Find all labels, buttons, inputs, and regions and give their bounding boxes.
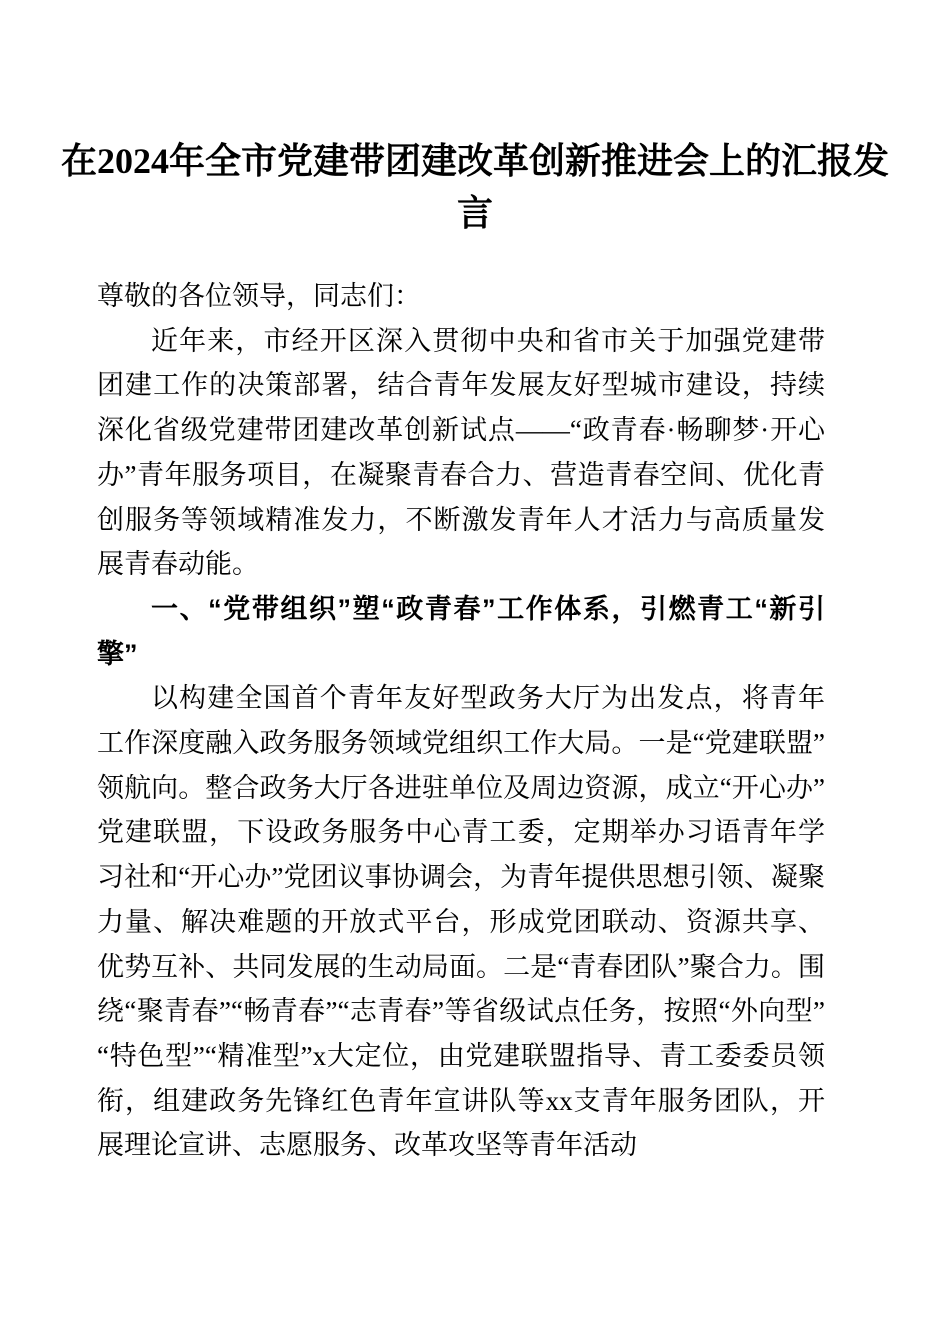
section-paragraph: 以构建全国首个青年友好型政务大厅为出发点，将青年工作深度融入政务服务领域党组织工作大局。一是“党建联盟”领航向。整合政务大厅各进驻单位及周边资源，成立“开心办”党建联盟，下设政务服务中心青工委，定期举办习语青年学习社和“开心办”党团议事协调会，为青年提供思想引领、凝聚力量、解决难题的开放式平台，形成党团联动、资源共享、优势互补、共同发展的生动局面。二是“青春团队”聚合力。围绕“聚青春”“畅青春”“志青春”等省级试点任务，按照“外向型”“特色型”“精准型”x大定位，由党建联盟指导、青工委委员领衔，组建政务先锋红色青年宣讲队等xx支青年服务团队，开展理论宣讲、志愿服务、改革攻坚等青年活动 xyxy=(97,683,825,1161)
salutation: 尊敬的各位领导，同志们： xyxy=(97,281,421,311)
section-heading: 一、“党带组织”塑“政青春”工作体系，引燃青工“新引擎” xyxy=(97,593,825,669)
intro-paragraph: 近年来，市经开区深入贯彻中央和省市关于加强党建带团建工作的决策部署，结合青年发展友好型城市建设，持续深化省级党建带团建改革创新试点——“政青春·畅聊梦·开心办”青年服务项目，在凝聚青春合力、营造青春空间、优化青创服务等领域精准发力，不断激发青年人才活力与高质量发展青春动能。 xyxy=(97,325,825,580)
document-title: 在2024年全市党建带团建改革创新推进会上的汇报发言 xyxy=(60,141,889,233)
document-body xyxy=(97,274,825,1168)
